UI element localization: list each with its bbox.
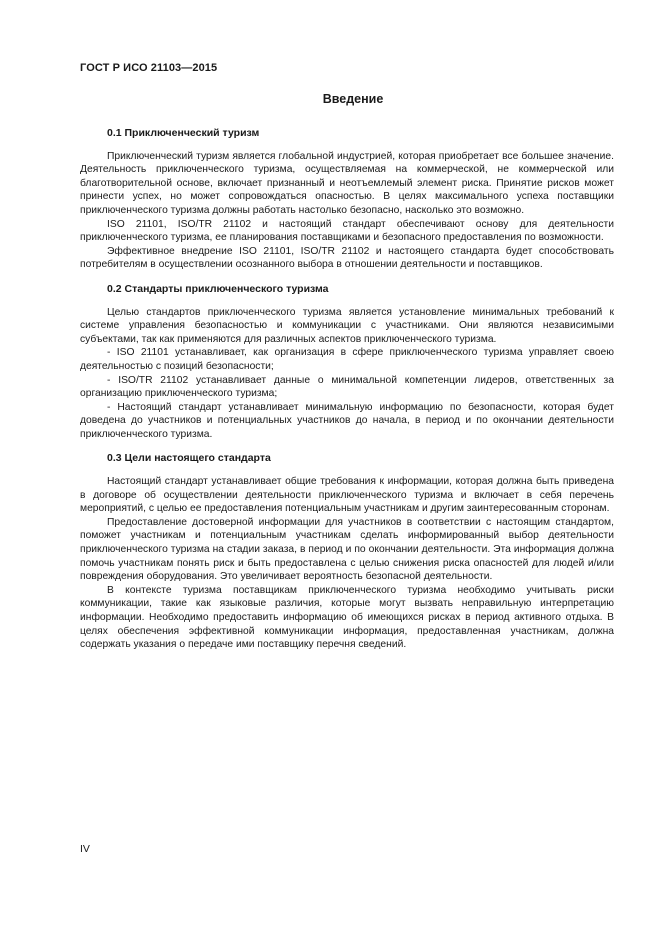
- paragraph: Настоящий стандарт устанавливает общие требования к информации, которая должна быть приведена в договоре об осуществлении деятельности приключенческого туризма и включает в себя перечень мероприятий, с целью ее предоставления потенциальным участникам и другим заинтересованным сторонам.: [80, 476, 614, 515]
- list-item: - Настоящий стандарт устанавливает минимальную информацию по безопасности, которая будет доведена до участников и потенциальных участников до начала, в период и по окончании деятельности приключенческого туризма.: [80, 401, 614, 440]
- paragraph: В контексте туризма поставщикам приключенческого туризма необходимо учитывать риски коммуникации, такие как языковые различия, которые могут вызвать неправильную интерпретацию информации. Необходимо предоставить информацию об имеющихся рисках в период активного отдыха. В целях обеспечения эффективной коммуникации информация, предоставленная участникам, должна содержать указания о передаче ими поставщику перечня сведений.: [80, 584, 614, 651]
- section-heading: 0.1 Приключенческий туризм: [107, 127, 260, 139]
- section-heading: 0.3 Цели настоящего стандарта: [107, 452, 271, 465]
- section-heading: 0.2 Стандарты приключенческого туризма: [107, 282, 329, 295]
- paragraph: Целью стандартов приключенческого туризма является установление минимальных требований к системе управления безопасностью и коммуникации с участниками. Они являются независимыми субъектами, так как применяются для различных аспектов приключенческого туризма.: [80, 306, 614, 345]
- paragraph: Предоставление достоверной информации для участников в соответствии с настоящим стандартом, поможет участникам и потенциальным участникам сделать информированный выбор деятельности приключенческого туризма на стадии заказа, в период и по окончании деятельности. Эта информация должна помочь участникам понять риск и быть предоставлена с целью снижения риска опасностей для людей и/или повреждения оборудования. Это увеличивает вероятность безопасной деятельности.: [80, 516, 614, 583]
- section-adventure-tourism: [80, 127, 614, 272]
- paragraph: Приключенческий туризм является глобальной индустрией, которая приобретает все большее значение. Деятельность приключенческого туризма, осуществляемая на коммерческой, не коммерческой или благотворительной основе, включает признанный и неотъемлемый элемент риска. Принятие рисков может принести успех, но может сопровождаться опасностью. В целях максимального успеха поставщики приключенческого туризма должны работать настолько безопасно, насколько это возможно.: [80, 150, 614, 216]
- section-standards: [80, 283, 614, 442]
- page-number: IV: [80, 843, 90, 855]
- document-body: [80, 127, 614, 663]
- paragraph: ISO 21101, ISO/TR 21102 и настоящий стандарт обеспечивают основу для деятельности приключенческого туризма, ее планирования поставщиками и безопасного предоставления по возможности.: [80, 218, 614, 244]
- page-title: Введение: [322, 92, 384, 106]
- section-objectives: [80, 452, 614, 651]
- paragraph: Эффективное внедрение ISO 21101, ISO/TR 21102 и настоящего стандарта будет способствовать потребителям в осуществлении осознанного выбора в отношении деятельности и поставщиков.: [80, 245, 614, 271]
- list-item: - ISO 21101 устанавливает, как организация в сфере приключенческого туризма управляет своею деятельностью с позиций безопасности;: [80, 347, 614, 372]
- document-code: ГОСТ Р ИСО 21103—2015: [80, 62, 218, 74]
- list-item: - ISO/TR 21102 устанавливает данные о минимальной компетенции лидеров, ответственных за организацию приключенческого туризма;: [80, 374, 614, 400]
